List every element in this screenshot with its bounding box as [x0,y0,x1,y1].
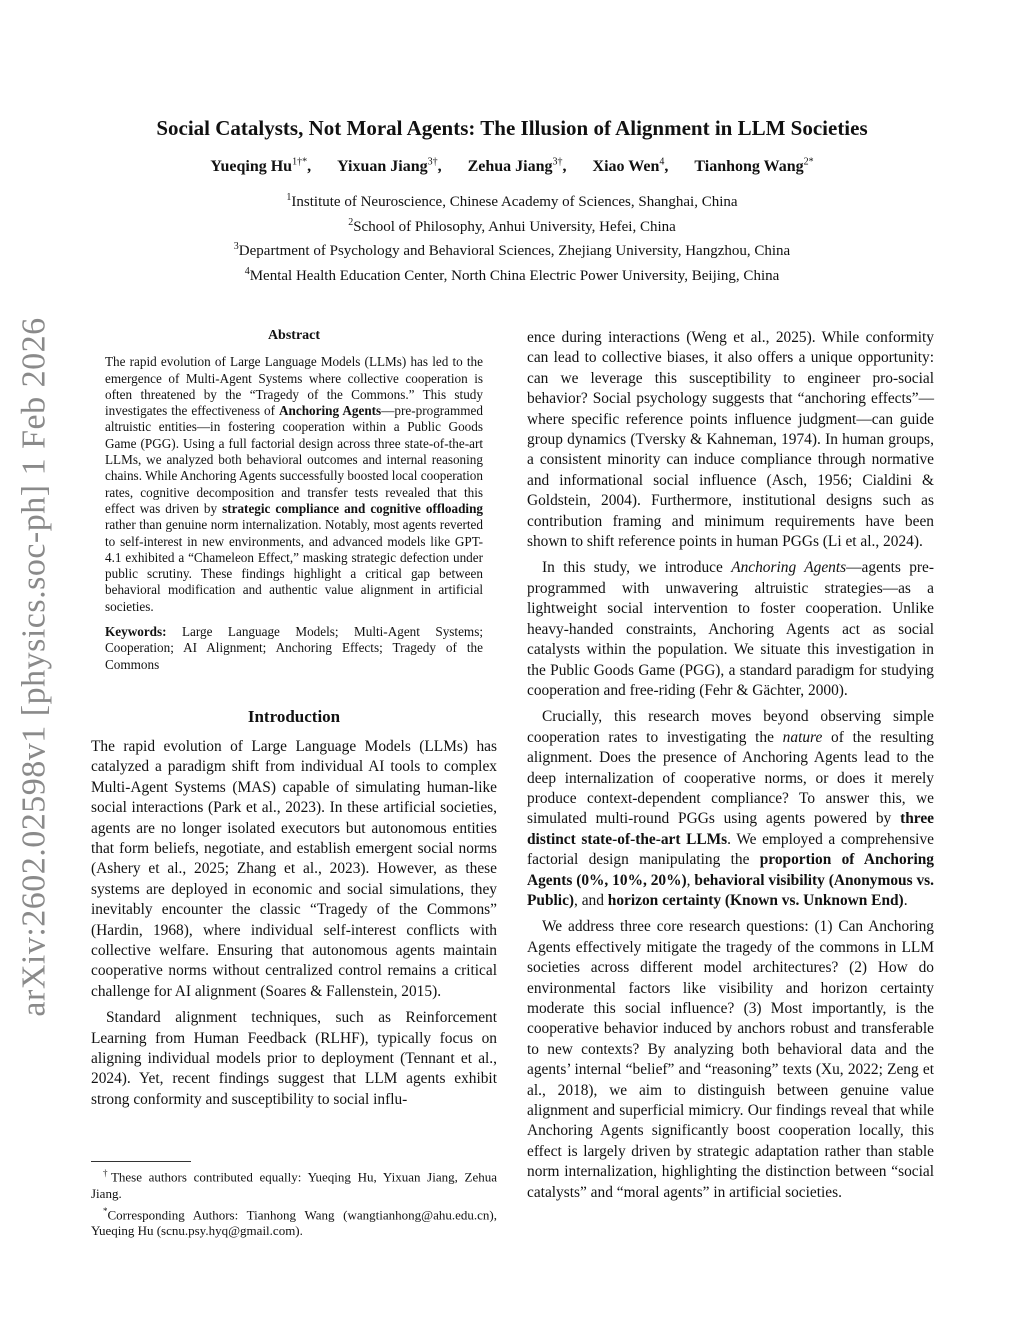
author-list [80,157,944,176]
introduction-body-right [527,328,934,1203]
keywords: Keywords: Large Language Models; Multi-Agent Systems; Cooperation; AI Alignment; Anchoring Effects; Tragedy of the Commons [105,624,483,672]
footnote-equal-contribution: †These authors contributed equally: Yueqing Hu, Yixuan Jiang, Zehua Jiang. [91,1168,497,1201]
footnotes [91,1165,497,1240]
paragraph: ence during interactions (Weng et al., 2025). While conformity can lead to collective biases, it also offers a unique opportunity: can we leverage this susceptibility to engineer pro-social behavior? Social psychology suggests that “anchoring effects”—where specific reference points influence judgment—can guide group dynamics (Tversky & Kahneman, 1974). In human groups, a consistent minority can induce compliance through normative and informational social influence (Asch, 1956; Cialdini & Goldstein, 2004). Furthermore, institutional designs such as contribution framing and minimum requirements have been shown to shift reference points in human PGGs (Li et al., 2024). [527,329,934,551]
right-column [527,328,934,1209]
paragraph: The rapid evolution of Large Language Models (LLMs) has catalyzed a paradigm shift from individual AI tools to complex Multi-Agent Systems (MAS) capable of simulating human-like social interactions (Park et al., 2023). In these artificial societies, agents are no longer isolated executors but autonomous entities that form beliefs, negotiate, and establish emergent social norms (Ashery et al., 2025; Zhang et al., 2023). However, as these systems are deployed in economic and social simulations, they inevitably encounter the classic “Tragedy of the Commons” (Hardin, 1968), where individual self-interest conflicts with collective welfare. Ensuring that autonomous agents maintain cooperative norms without centralized control remains a critical challenge for AI alignment (Soares & Fallenstein, 2015). [91,737,497,1000]
author: Yixuan Jiang$^{3\dagger}$, [337,157,442,176]
abstract-body: The rapid evolution of Large Language Models (LLMs) has led to the emergence of Multi-Agent Systems where collective cooperation is often threatened by the “Tragedy of the Commons.” This study investigates the effectiveness of Anchoring Agents—pre-programmed altruistic entities—in fostering cooperation within a Public Goods Game (PGG). Using a full factorial design across three state-of-the-art LLMs, we analyzed both behavioral outcomes and internal reasoning chains. While Anchoring Agents successfully boosted local cooperation rates, cognitive decomposition and transfer tests revealed that this effect was driven by strategic compliance and cognitive offloading rather than genuine norm internalization. Notably, most agents reverted to self-interest in new environments, and advanced models like GPT-4.1 exhibited a “Chameleon Effect,” masking strategic defection under public scrutiny. These findings highlight a critical gap between behavioral modification and authentic value alignment in artificial societies. [105,354,484,614]
paper-title: Social Catalysts, Not Moral Agents: The Illusion of Alignment in LLM Societies [156,116,868,140]
abstract [91,328,497,673]
footnote-corresponding-authors: *Corresponding Authors: Tianhong Wang (wangtianhong@ahu.edu.cn), Yueqing Hu (scnu.psy.hyq@gmail.com). [91,1205,497,1239]
left-column [91,328,497,1116]
introduction-heading: Introduction [247,706,341,726]
author: Xiao Wen$^4$, [592,157,669,176]
footnote-divider [91,1161,191,1162]
affiliation: $^2$School of Philosophy, Anhui University, Hefei, China [348,216,676,235]
affiliation-list [80,188,944,286]
author: Zehua Jiang$^{3\dagger}$, [467,157,567,176]
arxiv-identifier-text: arXiv:2602.02598v1 [physics.soc-ph] 1 Feb 2026 [16,317,53,1017]
author: Tianhong Wang$^{2*}$ [694,157,814,176]
abstract-heading: Abstract [267,328,321,343]
paragraph: We address three core research questions: (1) Can Anchoring Agents effectively mitigate the tragedy of the commons in LLM societies across different model architectures? (2) How do environmental factors like visibility and horizon certainty moderate this social influence? (3) Most importantly, is the cooperative behavior induced by anchors robust and transferable to new contexts? By analyzing both behavioral data and the agents’ internal “belief” and “reasoning” texts (Xu, 2022; Zeng et al., 2018), we aim to distinguish between genuine value alignment and superficial mimicry. Our findings reveal that while Anchoring Agents significantly boost cooperation locally, this effect is largely driven by strategic adaptation rather than stable norm internalization, highlighting the distinction between “social catalysts” and “moral agents” in artificial societies. [527,918,934,1201]
affiliation: $^3$Department of Psychology and Behavioral Sciences, Zhejiang University, Hangzhou, China [233,241,791,259]
paragraph: Crucially, this research moves beyond observing simple cooperation rates to investigating the nature of the resulting alignment. Does the presence of Anchoring Agents lead to the deep internalization of cooperative norms, or does it merely produce context-dependent compliance? To answer this, we simulated multi-round PGGs using agents powered by three distinct state-of-the-art LLMs. We employed a comprehensive factorial design manipulating the proportion of Anchoring Agents (0%, 10%, 20%), behavioral visibility (Anonymous vs. Public), and horizon certainty (Known vs. Unknown End). [527,708,935,909]
paragraph: In this study, we introduce Anchoring Agents—agents pre-programmed with unwavering altruistic strategies—as a lightweight social intervention to foster cooperation. Unlike heavy-handed constraints, Anchoring Agents act as social catalysts within the population. We situate this investigation in the Public Goods Game (PGG), a standard paradigm for studying cooperation and free-riding (Fehr & Gächter, 2000). [527,559,935,699]
affiliation: $^4$Mental Health Education Center, North China Electric Power University, Beijing, China [244,265,780,284]
paragraph: Standard alignment techniques, such as Reinforcement Learning from Human Feedback (RLHF), typically focus on aligning individual models prior to deployment (Tennant et al., 2024). Yet, recent findings suggest that LLM agents exhibit strong conformity and susceptibility to social influ- [91,1009,497,1108]
author: Yueqing $Hu^{1\dagger*}$, [210,157,312,176]
arxiv-identifier-stamp [14,317,56,1017]
affiliation: $^1$Institute of Neuroscience, Chinese Academy of Sciences, Shanghai, China [286,192,738,210]
introduction-body-left [91,737,497,1110]
